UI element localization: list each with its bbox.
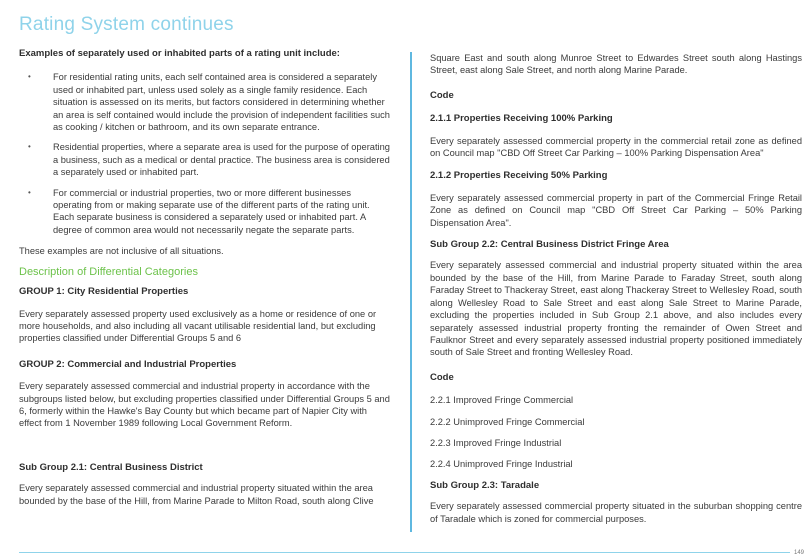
- examples-note: These examples are not inclusive of all situations.: [19, 246, 224, 257]
- sub22-heading: Sub Group 2.2: Central Business District Fringe Area: [430, 239, 669, 251]
- group2-heading: GROUP 2: Commercial and Industrial Properties: [19, 358, 237, 370]
- sub21-text: Every separately assessed commercial and industrial property situated within the area bounded by the base of the Hill, from Marine Parade to Milton Road, south along Clive: [19, 483, 374, 506]
- sub23-heading: Sub Group 2.3: Taradale: [430, 479, 540, 491]
- code211-text: Every separately assessed commercial property in the commercial retail zone as defined on Council map "CBD Off Street Car Parking – 100% Parking Dispensation Area": [430, 135, 802, 159]
- examples-list: [19, 71, 391, 236]
- group1-heading: GROUP 1: City Residential Properties: [19, 286, 189, 298]
- code-item: 2.2.1 Improved Fringe Commercial: [430, 395, 574, 406]
- code211-heading: 2.1.1 Properties Receiving 100% Parking: [430, 113, 613, 125]
- code-item: 2.2.2 Unimproved Fringe Commercial: [430, 416, 585, 427]
- code212-text: Every separately assessed commercial property in part of the Commercial Fringe Retail Zone as defined on Council map "CBD Off Street Car Parking – 50% Parking Dispensation Area".: [430, 192, 802, 228]
- code-item: 2.2.4 Unimproved Fringe Industrial: [430, 459, 573, 470]
- page-title: Rating System continues: [19, 14, 234, 35]
- code-label: Code: [430, 371, 454, 383]
- page-number: 149: [793, 550, 804, 556]
- group2-text: Every separately assessed commercial and industrial property in accordance with the subgroups listed below, but excluding properties classified under Differential Groups 5 and 6, formerly within the Hawke's Bay County but which became part of Napier City with effect from 1 November 1989 following Local Government Reform.: [19, 381, 390, 429]
- sub21-heading: Sub Group 2.1: Central Business District: [19, 461, 203, 473]
- column-divider: [410, 52, 412, 532]
- left-column: [19, 48, 391, 507]
- sub23-text: Every separately assessed commercial property situated in the suburban shopping centre of Taradale which is zoned for commercial purposes.: [430, 501, 802, 524]
- code-label: Code: [430, 89, 454, 101]
- footer-rule: [19, 552, 790, 553]
- code212-heading: 2.1.2 Properties Receiving 50% Parking: [430, 170, 608, 182]
- list-item: • For residential rating units, each self contained area is considered a separately used or inhabited part, unless used solely as a single family residence. Each situation is assessed on its merits, but factors considered in determining whether an area is self contained would include the provision of independent facilities such as cooking / kitchen or bathroom, and its own separate entrance.: [19, 71, 391, 133]
- sub22-text: Every separately assessed commercial and industrial property situated within the area bounded by the base of the Hill, from Marine Parade to Faraday Street, south along Faraday Street to Thackeray Street, east along Thackeray Street to Wellesley Road, south along Wellesley Road to Sale Street and east along Sale Street to Marine Parade, excluding the properties included in Sub Group 2.1 above, and also includes every separately assessed industrial property fronting the remainder of Owen Street and Faulknor Street and every separately assessed industrial property positioned immediately south of Sale Street and fronting Wellesley Road.: [430, 260, 802, 358]
- differential-heading: Description of Differential Categories: [19, 265, 198, 278]
- examples-heading: Examples of separately used or inhabited parts of a rating unit include:: [19, 48, 340, 59]
- group1-text: Every separately assessed property used exclusively as a home or residence of one or more households, and also including all vacant utilisable residential land, but excluding properties classified under Differential Groups 5 and 6: [19, 308, 377, 344]
- list-item: • Residential properties, where a separate area is used for the purpose of operating a business, such as a medical or dental practice. The business area is considered a separately used or inhabited part.: [19, 141, 391, 178]
- list-item: • For commercial or industrial properties, two or more different businesses operating from or making separate use of the different parts of the rating unit. Each separate business is considered a separately used or inhabited part. A degree of common area would not necessarily negate the separate parts.: [19, 187, 391, 237]
- sub21-cont: Square East and south along Munroe Street to Edwardes Street south along Hastings Street, east along Sale Street, and north along Marine Parade.: [430, 53, 802, 76]
- code-item: 2.2.3 Improved Fringe Industrial: [430, 437, 562, 448]
- right-column: [430, 52, 802, 525]
